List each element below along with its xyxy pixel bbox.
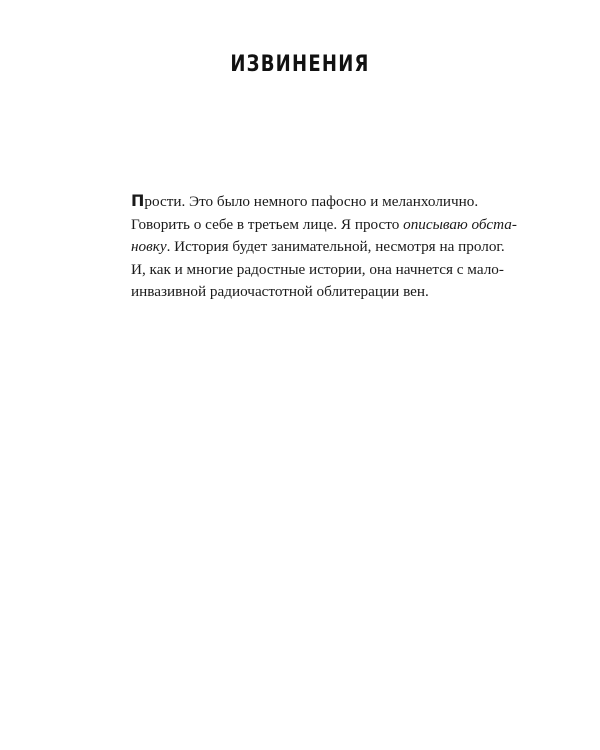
text-line-3-plain: . История будет занимательной, несмотря на пролог.	[166, 238, 505, 255]
text-line-2-plain: Говорить о себе в третьем лице. Я просто	[131, 215, 404, 233]
text-line-5: инвазивной радиочастотной облитерации вен.	[131, 283, 429, 300]
text-line-1-rest: рости. Это было немного пафосно и меланхолично.	[144, 193, 479, 210]
text-line-3	[131, 236, 505, 259]
text-line-1	[131, 190, 479, 214]
text-line-2	[131, 214, 517, 237]
chapter-title: ИЗВИНЕНИЯ	[230, 52, 370, 77]
body-paragraph	[131, 190, 517, 304]
text-line-4: И, как и многие радостные истории, она начнется с мало-	[131, 260, 504, 278]
text-line-3-italic: новку	[131, 238, 167, 255]
drop-cap-letter: П	[131, 191, 145, 210]
text-line-2-italic: описываю обста-	[403, 215, 517, 233]
